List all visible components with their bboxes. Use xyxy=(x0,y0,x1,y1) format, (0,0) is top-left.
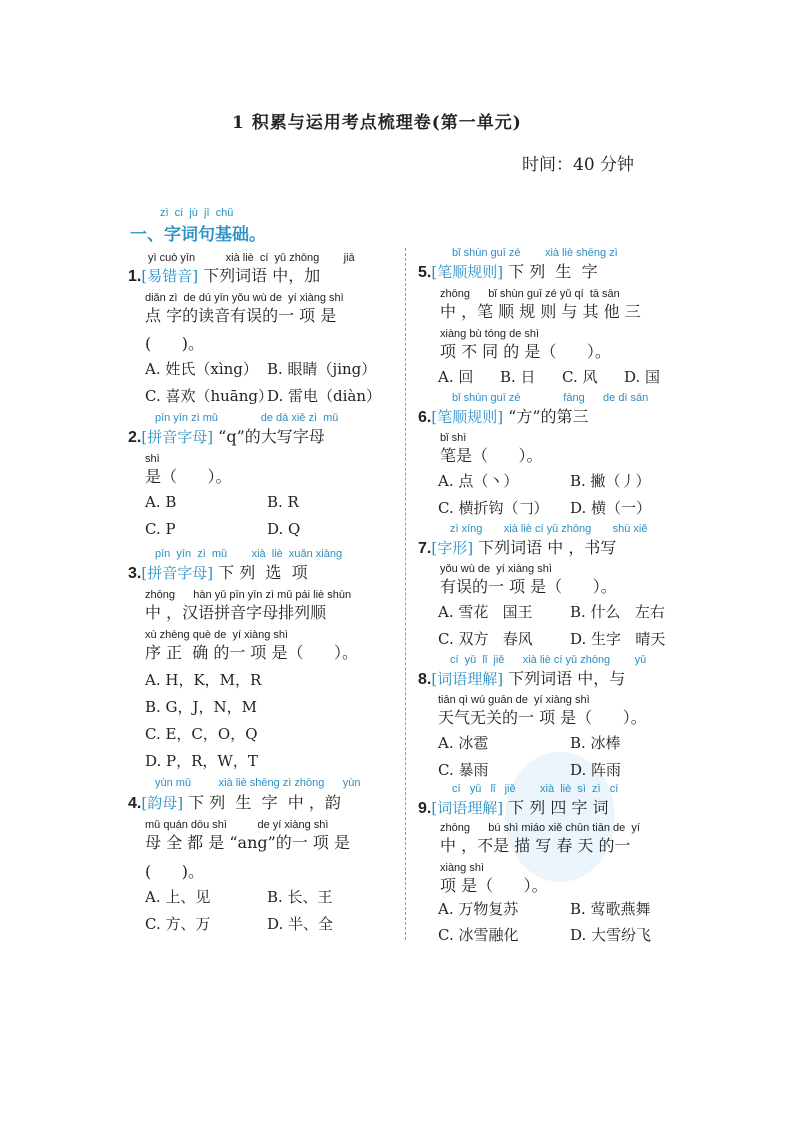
question-text: 下列词语 中，加 xyxy=(203,266,321,285)
question-number: 5. xyxy=(418,264,432,281)
q8-option-a[interactable]: A. 冰雹 xyxy=(438,734,489,752)
q9-option-b[interactable]: B. 莺歌燕舞 xyxy=(570,900,651,918)
question-tag: [拼音字母] xyxy=(141,564,214,582)
question-tag: [词语理解] xyxy=(431,799,504,817)
question-number: 1. xyxy=(128,268,142,285)
question-tag: [韵母] xyxy=(141,794,184,812)
q1-pinyin-2: diǎn zì de dú yīn yǒu wù de yí xiàng shì xyxy=(145,292,344,304)
q3-line-3: 序 正 确 的一 项 是（ ）。 xyxy=(145,643,359,662)
question-text: 下列词语 中，与 xyxy=(508,669,626,688)
q4-line-1 xyxy=(128,790,341,813)
column-divider xyxy=(405,248,406,940)
q8-line-2: 天气无关的一 项 是（ ）。 xyxy=(438,708,647,727)
q3-line-2: 中 ，汉语拼音字母排列顺 xyxy=(145,603,327,622)
question-text: 下 列 四 字 词 xyxy=(508,798,609,817)
q5-pinyin-2: zhōng bǐ shùn guī zé yǔ qí tā sān xyxy=(440,288,620,300)
q4-option-c[interactable]: C. 方、万 xyxy=(145,915,211,933)
question-text: 下 列 生 字 中 ，韵 xyxy=(188,793,341,812)
q9-option-c[interactable]: C. 冰雪融化 xyxy=(438,926,519,944)
q7-option-b[interactable]: B. 什么 左右 xyxy=(570,603,665,621)
question-number: 9. xyxy=(418,800,432,817)
q1-option-c[interactable]: C. 喜欢（huāng） xyxy=(145,387,274,405)
q7-option-a[interactable]: A. 雪花 国王 xyxy=(438,603,533,621)
q6-line-1 xyxy=(418,404,589,427)
question-tag: [词语理解] xyxy=(431,670,504,688)
question-text: “方”的第三 xyxy=(508,407,589,426)
q4-pinyin-2: mǔ quán dōu shì de yí xiàng shì xyxy=(145,819,329,831)
question-text: “q”的大写字母 xyxy=(218,427,325,446)
q2-option-b[interactable]: B. R xyxy=(267,493,299,511)
q1-line-1 xyxy=(128,263,320,286)
question-tag: [字形] xyxy=(431,539,474,557)
q6-line-2: 笔是（ ）。 xyxy=(440,446,543,465)
q5-pinyin-3: xiàng bù tóng de shì xyxy=(440,328,540,340)
q3-pinyin-3: xù zhèng què de yí xiàng shì xyxy=(145,629,289,641)
q1-line-2: 点 字的读音有误的一 项 是 xyxy=(145,306,337,325)
q8-option-d[interactable]: D. 阵雨 xyxy=(570,761,622,779)
q6-option-d[interactable]: D. 横（一） xyxy=(570,499,652,517)
question-text: 下列词语 中 ，书写 xyxy=(478,538,617,557)
q9-pinyin-3: xiàng shì xyxy=(440,862,485,874)
paper-title: 1 积累与运用考点梳理卷(第一单元) xyxy=(232,113,522,133)
q6-option-a[interactable]: A. 点（丶） xyxy=(438,472,519,490)
q5-option-b[interactable]: B. 日 xyxy=(500,368,536,386)
q1-option-a[interactable]: A. 姓氏（xìng） xyxy=(145,360,258,378)
q8-line-1 xyxy=(418,666,625,689)
q8-pinyin-2: tiān qì wú guān de yí xiàng shì xyxy=(438,694,590,706)
q3-option-b[interactable]: B. G，J，N，M xyxy=(145,698,258,716)
q9-line-1 xyxy=(418,795,609,818)
question-tag: [笔顺规则] xyxy=(431,408,504,426)
q3-option-c[interactable]: C. E，C，O，Q xyxy=(145,725,258,743)
question-number: 3. xyxy=(128,565,142,582)
question-text: 下 列 生 字 xyxy=(508,262,598,281)
q2-line-2: 是（ ）。 xyxy=(145,467,232,486)
q8-pinyin-1: cí yǔ lǐ jiě xià liè cí yǔ zhōng yǔ xyxy=(450,654,647,666)
question-tag: [拼音字母] xyxy=(141,428,214,446)
q8-option-c[interactable]: C. 暴雨 xyxy=(438,761,489,779)
q7-line-1 xyxy=(418,535,616,558)
q5-line-1 xyxy=(418,259,598,282)
q2-pinyin-2: shì xyxy=(145,453,160,465)
q6-option-b[interactable]: B. 撇（丿） xyxy=(570,472,651,490)
q1-option-d[interactable]: D. 雷电（diàn） xyxy=(267,387,382,405)
q9-line-2: 中 ，不是 描 写 春 天 的一 xyxy=(440,836,631,855)
q9-line-3: 项 是（ ）。 xyxy=(440,876,548,895)
q3-pinyin-2: zhōng hàn yǔ pīn yīn zì mǔ pái liè shùn xyxy=(145,589,352,601)
q2-pinyin-1: pīn yīn zì mǔ de dà xiě zì mǔ xyxy=(155,412,339,424)
q5-option-c[interactable]: C. 风 xyxy=(562,368,598,386)
q4-option-b[interactable]: B. 长、王 xyxy=(267,888,333,906)
q3-line-1 xyxy=(128,560,308,583)
q9-option-a[interactable]: A. 万物复苏 xyxy=(438,900,519,918)
question-number: 2. xyxy=(128,429,142,446)
time-limit: 时间：40 分钟 xyxy=(522,155,635,175)
q9-option-d[interactable]: D. 大雪纷飞 xyxy=(570,926,652,944)
q1-line-3: ( )。 xyxy=(145,334,205,353)
q1-pinyin-1: yì cuò yīn xià liè cí yǔ zhōng jiā xyxy=(148,252,355,264)
q5-line-2: 中 ，笔 顺 规 则 与 其 他 三 xyxy=(440,302,641,321)
q3-option-d[interactable]: D. P，R，W，T xyxy=(145,752,258,770)
question-tag: [笔顺规则] xyxy=(431,263,504,281)
q5-line-3: 项 不 同 的 是（ ）。 xyxy=(440,342,611,361)
q2-option-d[interactable]: D. Q xyxy=(267,520,301,538)
q7-pinyin-2: yǒu wù de yí xiàng shì xyxy=(440,563,552,575)
q5-option-d[interactable]: D. 国 xyxy=(624,368,661,386)
q6-option-c[interactable]: C. 横折钩（𠃌） xyxy=(438,499,549,517)
q5-option-a[interactable]: A. 回 xyxy=(438,368,474,386)
q4-pinyin-1: yùn mǔ xià liè shēng zì zhōng yùn xyxy=(155,777,361,789)
question-text: 下 列 选 项 xyxy=(218,563,308,582)
q9-pinyin-2: zhōng bú shì miáo xiě chūn tiān de yí xyxy=(440,822,640,834)
section-pinyin: zì cí jù jī chǔ xyxy=(160,207,234,219)
q7-line-2: 有误的一 项 是（ ）。 xyxy=(440,577,617,596)
question-number: 8. xyxy=(418,671,432,688)
question-number: 4. xyxy=(128,795,142,812)
q6-pinyin-1: bǐ shùn guī zé fāng de dì sān xyxy=(452,392,649,404)
q5-pinyin-1: bǐ shùn guī zé xià liè shēng zì xyxy=(452,247,618,259)
q2-line-1 xyxy=(128,424,325,447)
q4-option-a[interactable]: A. 上、见 xyxy=(145,888,211,906)
q2-option-a[interactable]: A. B xyxy=(145,493,177,511)
q3-pinyin-1: pīn yīn zì mǔ xià liè xuǎn xiàng xyxy=(155,548,343,560)
q7-option-c[interactable]: C. 双方 春风 xyxy=(438,630,533,648)
q2-option-c[interactable]: C. P xyxy=(145,520,176,538)
q4-line-2: 母 全 都 是 “ang”的一 项 是 xyxy=(145,833,350,852)
q7-pinyin-1: zì xíng xià liè cí yǔ zhōng shū xiě xyxy=(450,523,648,535)
question-number: 6. xyxy=(418,409,432,426)
section-heading: 一、字词句基础。 xyxy=(130,225,266,245)
q7-option-d[interactable]: D. 生字 晴天 xyxy=(570,630,666,648)
question-number: 7. xyxy=(418,540,432,557)
q4-line-3: ( )。 xyxy=(145,862,205,881)
q8-option-b[interactable]: B. 冰棒 xyxy=(570,734,621,752)
q4-option-d[interactable]: D. 半、全 xyxy=(267,915,334,933)
q3-option-a[interactable]: A. H，K，M，R xyxy=(145,671,262,689)
q9-pinyin-1: cí yǔ lǐ jiě xià liè sì zì cí xyxy=(452,783,619,795)
q6-pinyin-2: bǐ shì xyxy=(440,432,467,444)
question-tag: [易错音] xyxy=(141,267,199,285)
q1-option-b[interactable]: B. 眼睛（jing） xyxy=(267,360,377,378)
